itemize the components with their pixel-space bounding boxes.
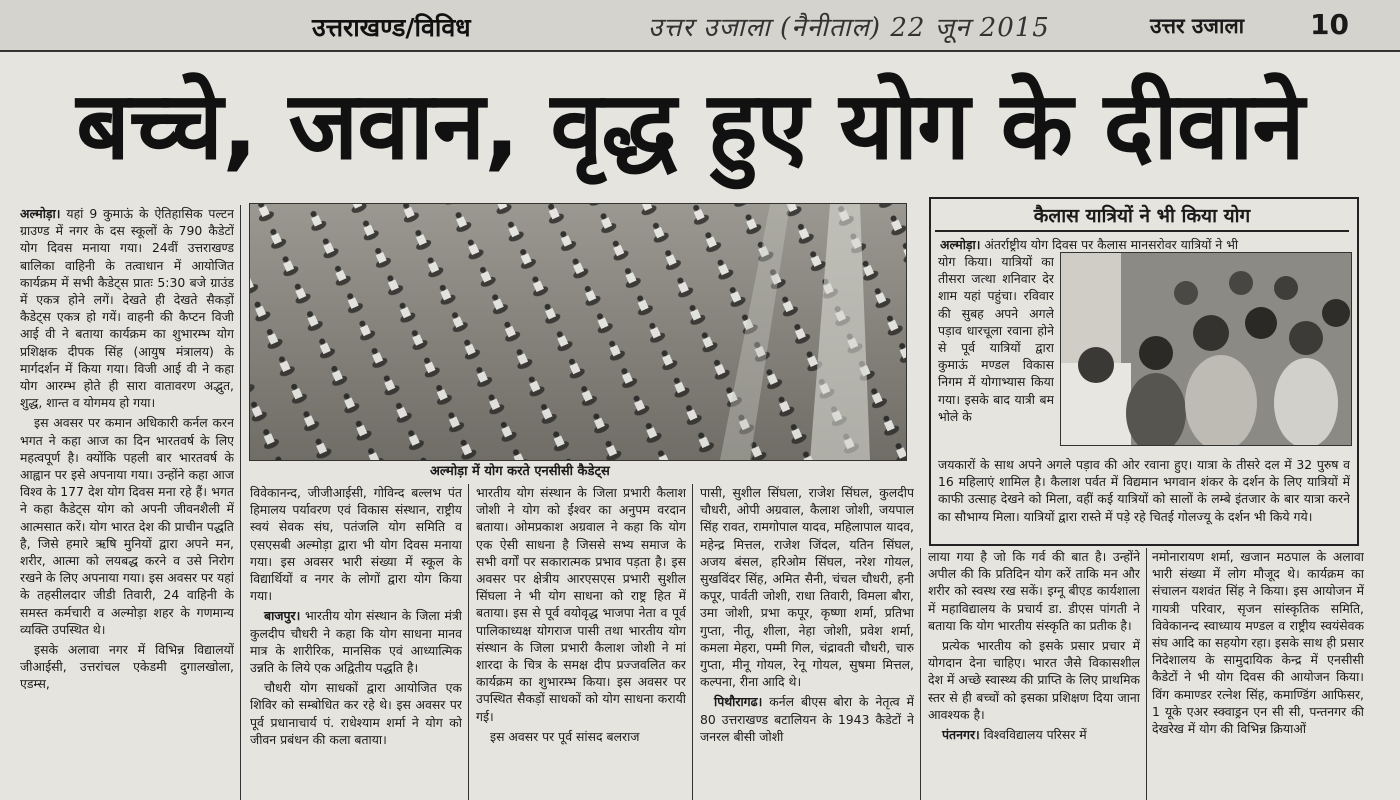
dateline: अल्मोड़ा। [20,206,61,221]
handwritten-note: उत्तर उजाला (नैनीताल) 22 जून 2015 [648,13,1050,43]
column-divider [692,484,693,800]
column-4: पासी, सुशील सिंघला, राजेश सिंघल, कुलदीप चौधरी, ओपी अग्रवाल, कैलाश जोशी, जयपाल सिंह रावत, रामगोपाल यादव, महिलापाल यादव, महेन्द्र मित्तल, राजेश जिंदल, यतिन सिंघल, अजय बंसल, हरिओम सिंघल, नरेश गोयल, सुखविंदर सिंह, अमित सैनी, चंचल चौधरी, हनी कपूर, पार्वती जोशी, राधा तिवारी, विमला बौरा, उमा जोशी, प्रभा कपूर, कृष्णा शर्मा, प्रतिभा गुप्ता, नीतू, शीला, नेहा जोशी, प्रवेश शर्मा, कमला मेहरा, पम्मी गिल, चंद्रावती चौधरी, चारु गुप्ता, मीनू गोयल, रेनू गोयल, सुषमा मित्तल, कल्पना, रीना आदि थे। पिथौरागढ। कर्नल बीएस बोरा के नेतृत्व में 80 उत्तराखण्ड बटालियन के 1943 कैडेटों ने जनरल बीसी जोशी [700,485,914,744]
section-label: उत्तराखण्ड/विविध [312,13,471,42]
column-3: भारतीय योग संस्थान के जिला प्रभारी कैलाश जोशी ने योग को ईश्वर का अनुपम वरदान बताया। ओमप्रकाश अग्रवाल ने कहा कि योग एक ऐसी साधना है जिससे सभ्य समाज के सभी वर्गों पर सकारात्मक प्रभाव पड़ता है। इस अवसर पर क्षेत्रीय आरएसएस प्रभारी सुशील सिंघला ने भी योग साधना को राष्ट्र हित में बताया। इस से पूर्व वयोवृद्ध भाजपा नेता व पूर्व पालिकाध्यक्ष योगराज पासी तथा भारतीय योग संस्थान के जिला प्रभारी कैलाश जोशी ने मां शारदा के चित्र के समक्ष दीप प्रज्जवलित कर कार्यक्रम का शुभारम्भ किया। इस अवसर पर उपस्थित सैकड़ों साधकों को योग साधना करायी गई। इस अवसर पर पूर्व सांसद बलराज [476,485,686,744]
column-divider [240,205,241,800]
column-divider [468,484,469,800]
col1-para-2: इस अवसर पर कमान अधिकारी कर्नल करन भगत ने कहा आज का दिन भारतवर्ष के लिए महत्वपूर्ण है। क्योंकि पहली बार भारतवर्ष के आह्वान पर इसे अपनाया गया। उन्होंने कहा आज विश्व के 177 देश योग दिवस मना रहे हैं। भगत ने कहा कैडेट्स योग को अपनी जीवनशैली में आत्मसात करें। योग भारत देश की प्राचीन पद्धति है, जिसे हमारे ऋषि मुनियों द्वारा अपने मन, शरीर, आत्मा को लयबद्ध करने व उसे निरोग रखने के लिए अपनाया गया। इस अवसर पर यहां के तहसीलदार जीडी तिवारी, 24 वाहिनी के समस्त कर्मचारी व अल्मोड़ा शहर के गणमान्य व्यक्ति उपस्थित थे। [20,415,234,637]
main-photo [249,203,907,461]
column-5: लाया गया है जो कि गर्व की बात है। उन्होंने अपील की कि प्रतिदिन योग करें ताकि मन और शरीर को स्वस्थ रख सकें। इग्नू बीएड कार्यशाला में महाविद्यालय के प्रचार्य डा. डीएस पांगती ने बताया कि योग भारतीय संस्कृति का प्रतीक है। प्रत्येक भारतीय को इसके प्रसार प्रचार में योगदान देना चाहिए। भारत जैसे विकासशील देश में अच्छे स्वास्थ्य की प्राप्ति के लिए प्राथमिक स्तर से ही बच्चों को इसका प्रशिक्षण दिया जाना आवश्यक है। पंतनगर। विश्वविद्यालय परिसर में [928,549,1140,743]
sidebar-title: कैलास यात्रियों ने भी किया योग [1033,205,1251,227]
column-1 [20,205,234,800]
page-number: 10 [1310,8,1349,41]
sidebar-photo [1060,252,1352,446]
col1-para-1: अल्मोड़ा। यहां 9 कुमाऊं के ऐतिहासिक पल्टन ग्राउण्ड में नगर के दस स्कूलों के 790 कैडेटों योग दिवस मनाया गया। 24वीं उत्तराखण्ड बालिका वाहिनी के तत्वाधान में आयोजित कार्यक्रम में सभी कैडेट्स प्रातः 5:30 बजे ग्राउंड में एकत्र होने लगें। देखते ही देखते सैकड़ों कैडेट्स एकत्र हो गयें। वाहनी की कैप्टन विजी आई वी ने बताया कार्यक्रम का शुभारम्भ योग प्रशिक्षक दीपक सिंह (आयुष मंत्रालय) के मार्गदर्शन में किया गया। विजी आई वी ने कहा योग आरम्भ होते ही सारा वातावरण अद्भुत, शुद्ध, शान्त व योगमय हो गया। [20,206,234,411]
column-divider [1146,548,1147,800]
yoga-field-photo [250,204,906,460]
photo-caption: अल्मोड़ा में योग करते एनसीसी कैडेट्स [430,464,610,479]
col2-para-2: बाजपुर। भारतीय योग संस्थान के जिला मंत्री कुलदीप चौधरी ने कहा कि योग साधना मानव मात्र के शारीरिक, मानसिक एवं आध्यात्मिक उन्नति के लिये एक अद्वितीय पद्धति है। [250,608,462,676]
column-divider [920,548,921,800]
col1-para-3: इसके अलावा नगर में विभिन्न विद्यालयों जीआईसी, उत्तरांचल एकेडमी दुगालखोला, एडम्स, [20,642,234,692]
paper-name: उत्तर उजाला [1150,14,1245,38]
sidebar-title-rule [935,230,1349,232]
sidebar-text-top: अल्मोड़ा। अंतर्राष्ट्रीय योग दिवस पर कैलास मानसरोवर यात्रियों ने भी [940,237,1239,252]
sidebar-text-wrap: योग किया। यात्रियों का तीसरा जत्था शनिवार देर शाम यहां पहुंचा। रविवार की सुबह अपने अगले पड़ाव धारचूला रवाना होने से पूर्व यात्रियों द्वारा कुमाऊं मण्डल विकास निगम में योगाभ्यास किया गया। इसके बाद यात्री बम भोले के [938,254,1054,424]
pilgrims-photo [1061,253,1351,445]
col4-para-2: पिथौरागढ। कर्नल बीएस बोरा के नेतृत्व में 80 उत्तराखण्ड बटालियन के 1943 कैडेटों ने जनरल बीसी जोशी [700,694,914,744]
column-6: नमोनारायण शर्मा, खजान मठपाल के अलावा भारी संख्या में लोग मौजूद थे। कार्यक्रम का संचालन यशवंत सिंह ने किया। इस आयोजन में गायत्री परिवार, सृजन सांस्कृतिक समिति, विवेकानन्द स्वाध्याय मण्डल व राष्ट्रीय स्वयंसेवक संघ आदि का सहयोग रहा। इसके साथ ही प्रसार निदेशालय के सामुदायिक केन्द्र में एनसीसी कैडेटों ने भी योग दिवस की आयोजन किया। विंग कमाण्डर रत्नेश सिंह, कमाण्डिंग आफिसर, 1 यूके एअर स्क्वाड्रन एन सी सी, पन्तनगर की देखरेख में योग की विभिन्न क्रियाओं [1152,549,1364,737]
main-headline: बच्चे, जवान, वृद्ध हुए योग के दीवाने [76,72,1304,181]
column-2: विवेकानन्द, जीजीआईसी, गोविन्द बल्लभ पंत हिमालय पर्यावरण एवं विकास संस्थान, राष्ट्रीय स्वयं सेवक संघ, पतंजलि योग समिति व एसएसबी अल्मोड़ा द्वारा भी योग दिवस मनाया गया। इस अवसर भारी संख्या में स्कूल के विद्यार्थियों व नगर के लोगों द्वारा योग किया गया। बाजपुर। भारतीय योग संस्थान के जिला मंत्री कुलदीप चौधरी ने कहा कि योग साधना मानव मात्र के शारीरिक, मानसिक एवं आध्यात्मिक उन्नति के लिये एक अद्वितीय पद्धति है। चौधरी योग साधकों द्वारा आयोजित एक शिविर को सम्बोधित कर रहे थे। इस अवसर पर पूर्व प्रधानाचार्य पं. राधेश्याम शर्मा ने योग को जीवन प्रबंधन की कला बताया। [250,485,462,747]
sidebar-text-bottom: जयकारों के साथ अपने अगले पड़ाव की ओर रवाना हुए। यात्रा के तीसरे दल में 32 पुरुष व 16 महिलाएं शामिल है। कैलाश पर्वत में विद्यमान भगवान शंकर के दर्शन के लिए यात्रियों में काफी उत्साह देखने को मिला, वहीं कई यात्रियों को सालों के लम्बे इंतजार के बार यात्रा करने का सौभाग्य मिला। यात्रियों द्वारा रास्ते में पड़े रहे चितई गोलज्यू के दर्शन भी किये गये। [938,457,1350,524]
col5-para-3: पंतनगर। विश्वविद्यालय परिसर में [942,727,1087,743]
